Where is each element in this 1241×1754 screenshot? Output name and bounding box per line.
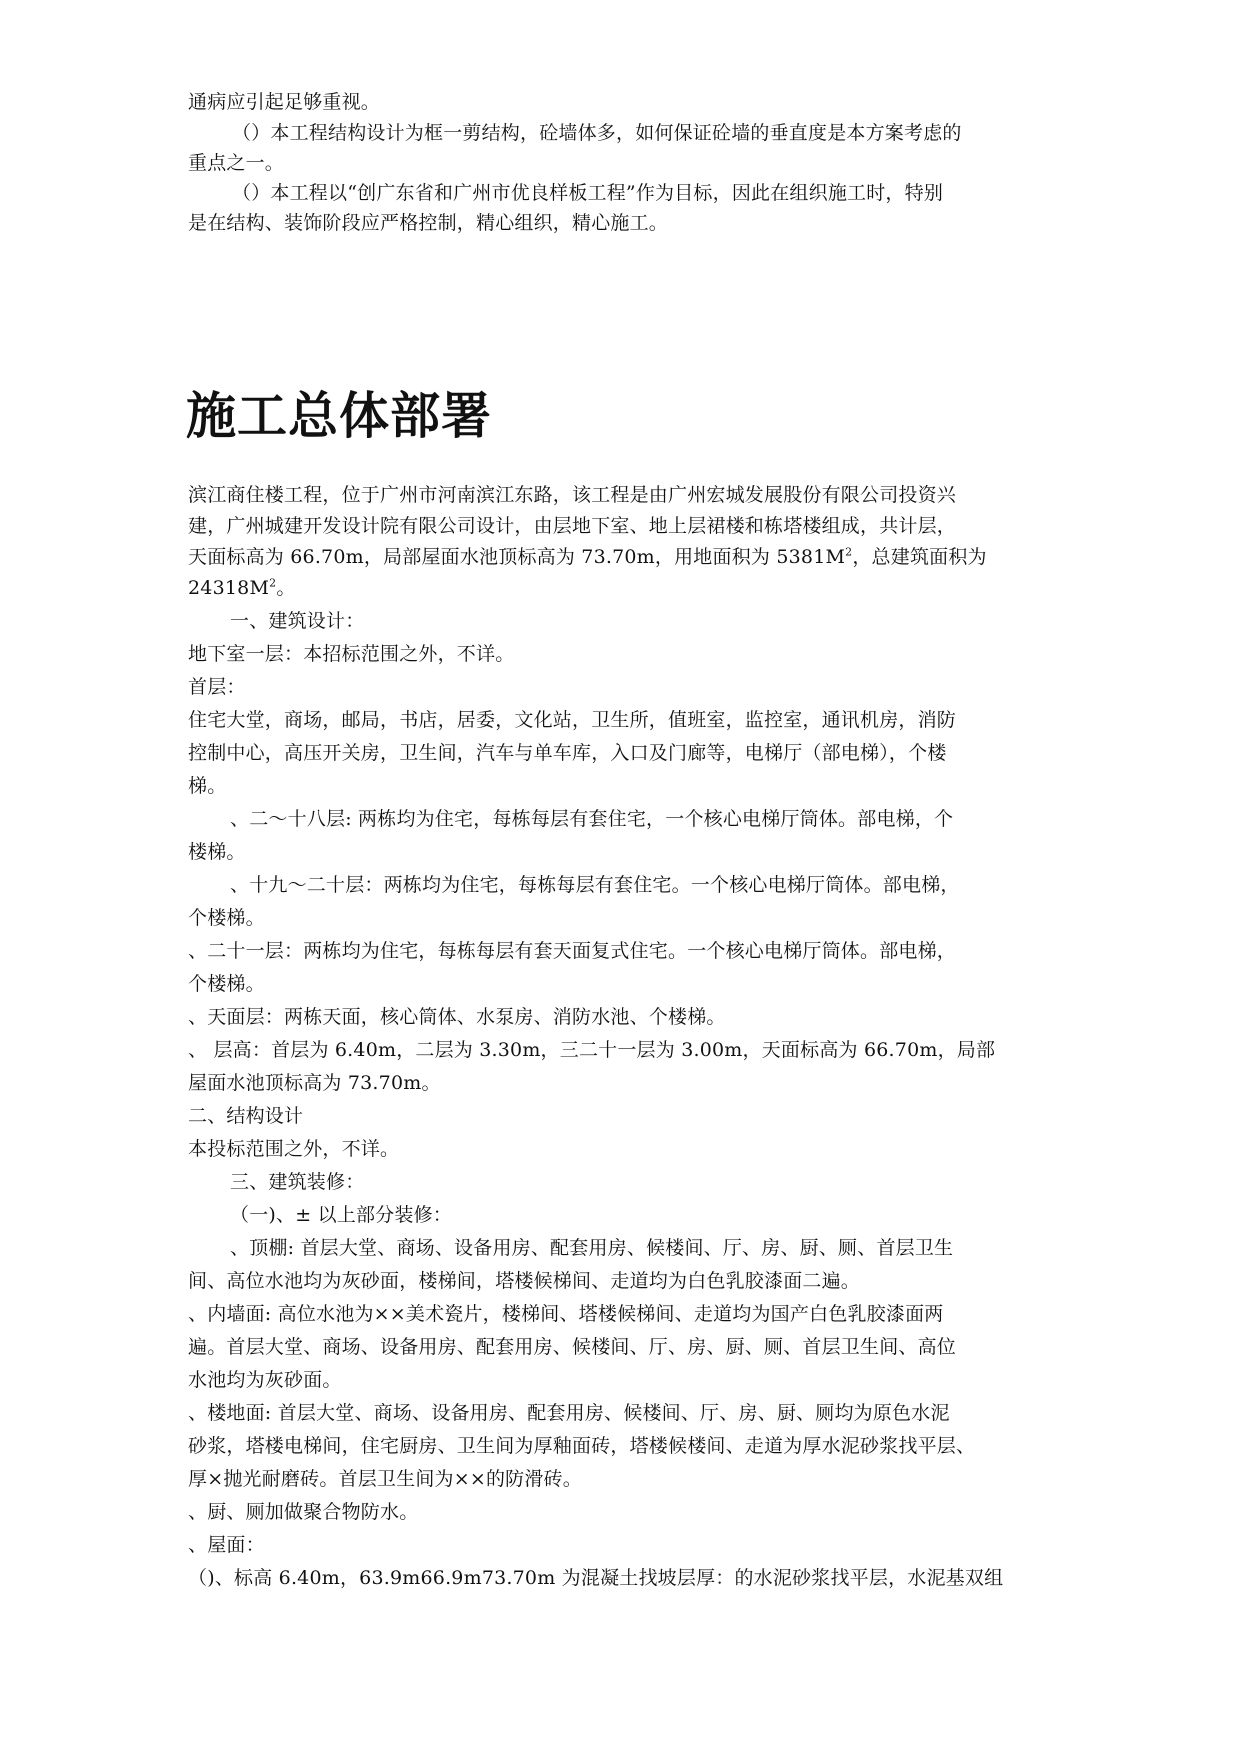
deco-wall-line-2: 遍。首层大堂、商场、设备用房、配套用房、候楼间、厅、房、厨、厕、首层卫生间、高位 <box>188 1336 957 1358</box>
arch-ground-line-1: 住宅大堂，商场，邮局，书店，居委，文化站，卫生所，值班室，监控室，通讯机房，消防 <box>188 709 957 731</box>
intro-line-1: 通病应引起足够重视。 <box>188 91 381 113</box>
arch-roof: 、天面层：两栋天面，核心筒体、水泵房、消防水池、个楼梯。 <box>188 1006 726 1028</box>
deco-floor-line-2: 砂浆，塔楼电梯间，住宅厨房、卫生间为厚釉面砖，塔楼候楼间、走道为厚水泥砂浆找平层、 <box>188 1435 976 1457</box>
overview-line-4b: 。 <box>276 577 296 599</box>
arch-basement: 地下室一层：本招标范围之外，不详。 <box>188 643 515 665</box>
arch-ground-line-3: 梯。 <box>188 775 227 797</box>
intro-line-5: 是在结构、装饰阶段应严格控制，精心组织，精心施工。 <box>188 212 669 234</box>
arch-title: 一、建筑设计： <box>230 610 365 632</box>
intro-line-2: （）本工程结构设计为框一剪结构，砼墙体多，如何保证砼墙的垂直度是本方案考虑的 <box>232 122 962 144</box>
arch-height-line-1: 、 层高：首层为 6.40m，二层为 3.30m，三二十一层为 3.00m，天面标高为 66.70m，局部 <box>188 1039 996 1061</box>
deco-roofing: 、屋面： <box>188 1534 265 1556</box>
deco-sub: （一)、± 以上部分装修： <box>230 1204 452 1226</box>
arch-ground: 首层： <box>188 676 246 698</box>
deco-floor-line-3: 厚×抛光耐磨砖。首层卫生间为××的防滑砖。 <box>188 1468 582 1490</box>
deco-wall-line-3: 水池均为灰砂面。 <box>188 1369 342 1391</box>
arch-f2-line-1: 、二～十八层: 两栋均为住宅，每栋每层有套住宅，一个核心电梯厅筒体。部电梯，个 <box>230 808 954 830</box>
deco-floor-line-1: 、楼地面: 首层大堂、商场、设备用房、配套用房、候楼间、厅、房、厨、厕均为原色水泥 <box>188 1402 950 1424</box>
overview-line-4 <box>188 576 296 600</box>
arch-f19-line-2: 个楼梯。 <box>188 907 265 929</box>
intro-line-3: 重点之一。 <box>188 152 285 174</box>
deco-ceiling-line-1: 、顶棚: 首层大堂、商场、设备用房、配套用房、候楼间、厅、房、厨、厕、首层卫生 <box>230 1237 954 1259</box>
arch-ground-line-2: 控制中心，高压开关房，卫生间，汽车与单车库，入口及门廊等，电梯厅（部电梯），个楼 <box>188 742 947 764</box>
deco-wall-line-1: 、内墙面: 高位水池为××美术瓷片，楼梯间、塔楼候梯间、走道均为国产白色乳胶漆面两 <box>188 1303 944 1325</box>
superscript: 2 <box>845 545 853 559</box>
arch-height-line-2: 屋面水池顶标高为 73.70m。 <box>188 1072 441 1094</box>
arch-f2-line-2: 楼梯。 <box>188 841 246 863</box>
deco-roofing-line-1: （)、标高 6.40m，63.9m66.9m73.70m 为混凝土找坡层厚：的水泥砂浆找平层，水泥基双组 <box>188 1567 1004 1589</box>
overview-line-2: 建，广州城建开发设计院有限公司设计，由层地下室、地上层裙楼和栋塔楼组成，共计层， <box>188 515 957 537</box>
deco-ceiling-line-2: 间、高位水池均为灰砂面，楼梯间，塔楼候梯间、走道均为白色乳胶漆面二遍。 <box>188 1270 861 1292</box>
overview-line-3b: ，总建筑面积为 <box>852 546 987 568</box>
overview-line-1: 滨江商住楼工程，位于广州市河南滨江东路，该工程是由广州宏城发展股份有限公司投资兴 <box>188 484 957 506</box>
struct-text: 本投标范围之外，不详。 <box>188 1138 400 1160</box>
overview-line-4a: 24318M <box>188 577 270 599</box>
deco-water: 、厨、厕加做聚合物防水。 <box>188 1501 419 1523</box>
arch-f21-line-1: 、二十一层：两栋均为住宅，每栋每层有套天面复式住宅。一个核心电梯厅筒体。部电梯， <box>188 940 957 962</box>
arch-f21-line-2: 个楼梯。 <box>188 973 265 995</box>
arch-f19-line-1: 、十九～二十层：两栋均为住宅，每栋每层有套住宅。一个核心电梯厅筒体。部电梯， <box>230 874 960 896</box>
intro-line-4: （）本工程以“创广东省和广州市优良样板工程”作为目标，因此在组织施工时，特别 <box>232 182 944 204</box>
overview-line-3a: 天面标高为 66.70m，局部屋面水池顶标高为 73.70m，用地面积为 5381M <box>188 546 846 568</box>
overview-line-3 <box>188 545 987 569</box>
section-heading: 施工总体部署 <box>186 387 492 445</box>
superscript: 2 <box>269 576 277 590</box>
deco-title: 三、建筑装修： <box>230 1171 365 1193</box>
struct-title: 二、结构设计 <box>188 1105 304 1127</box>
